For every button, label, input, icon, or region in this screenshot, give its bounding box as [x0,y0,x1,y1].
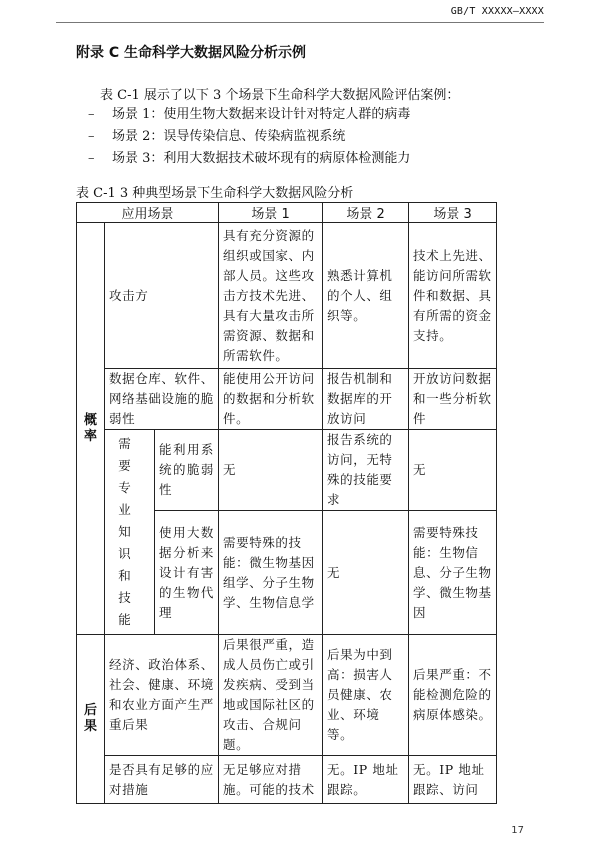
table-row [77,756,497,804]
scene1-cell: 能使用公开访问的数据和分析软件。 [219,369,323,430]
header-cell-scene-2: 场景 2 [323,203,409,223]
scene1-cell: 具有充分资源的组织或国家、内部人员。这些攻击方技术先进、具有大量攻击所需资源、数据和所需软件。 [219,223,323,369]
scene3-cell: 无。IP 地址跟踪、访问 [409,756,497,804]
scene2-cell: 报告系统的访问，无特殊的技能要求 [323,430,409,511]
subgroup-label-cell: 需要专业知识和技能 [105,430,155,635]
scene1-cell: 无 [219,430,323,511]
scene1-cell: 后果很严重，造成人员伤亡或引发疾病、受到当地或国际社区的攻击、合规问题。 [219,635,323,756]
section-title: 附录 C 生命科学大数据风险分析示例 [76,45,307,61]
scenario-text: 场景 3：利用大数据技术破坏现有的病原体检测能力 [112,151,411,166]
category-cell-consequence [77,635,105,804]
header-cell-application: 应用场景 [77,203,219,223]
scene3-cell: 需要特殊技能：生物信息、分子生物学、微生物基因 [409,511,497,635]
scene1-cell: 无足够应对措施。可能的技术 [219,756,323,804]
scenario-text: 场景 2：误导传染信息、传染病监视系统 [112,129,346,144]
scenario-text: 场景 1：使用生物大数据来设计针对特定人群的病毒 [112,107,411,122]
dash-bullet-icon: – [88,151,95,166]
row-label-cell: 使用大数据分析来设计有害的生物代理 [155,511,219,635]
page-number: 17 [511,825,524,836]
row-label-cell: 是否具有足够的应对措施 [105,756,219,804]
dash-bullet-icon: – [88,107,95,122]
row-label-cell: 攻击方 [105,223,219,369]
standard-code-header: GB/T XXXXX—XXXX [450,6,544,17]
scene1-cell: 需要特殊的技能：微生物基因组学、分子生物学、生物信息学 [219,511,323,635]
row-label-cell: 数据仓库、软件、网络基础设施的脆弱性 [105,369,219,430]
scenario-list [88,104,410,170]
category-label: 后果 [83,703,97,734]
header-cell-scene-3: 场景 3 [409,203,497,223]
table-row [77,635,497,756]
intro-paragraph: 表 C-1 展示了以下 3 个场景下生命科学大数据风险评估案例： [100,88,460,103]
category-label: 概率 [83,412,97,444]
table-row [77,430,497,511]
row-label-cell: 能利用系统的脆弱性 [155,430,219,511]
table-header-row [77,203,497,223]
header-cell-scene-1: 场景 1 [219,203,323,223]
scenario-item [88,104,410,126]
table-caption: 表 C-1 3 种典型场景下生命科学大数据风险分析 [76,186,354,201]
scenario-item [88,148,410,170]
header-rule [56,22,544,23]
scene3-cell: 后果严重：不能检测危险的病原体感染。 [409,635,497,756]
scene2-cell: 报告机制和数据库的开放访问 [323,369,409,430]
scene2-cell: 无。IP 地址跟踪。 [323,756,409,804]
scene2-cell: 无 [323,511,409,635]
scene3-cell: 技术上先进、能访问所需软件和数据、具有所需的资金支持。 [409,223,497,369]
risk-analysis-table [76,202,497,804]
table-row [77,369,497,430]
row-label-cell: 经济、政治体系、社会、健康、环境和农业方面产生严重后果 [105,635,219,756]
scene3-cell: 开放访问数据和一些分析软件 [409,369,497,430]
scene3-cell: 无 [409,430,497,511]
category-cell-probability [77,223,105,635]
scenario-item [88,126,410,148]
scene2-cell: 熟悉计算机的个人、组织等。 [323,223,409,369]
table-row [77,223,497,369]
dash-bullet-icon: – [88,129,95,144]
scene2-cell: 后果为中到高：损害人员健康、农业、环境等。 [323,635,409,756]
